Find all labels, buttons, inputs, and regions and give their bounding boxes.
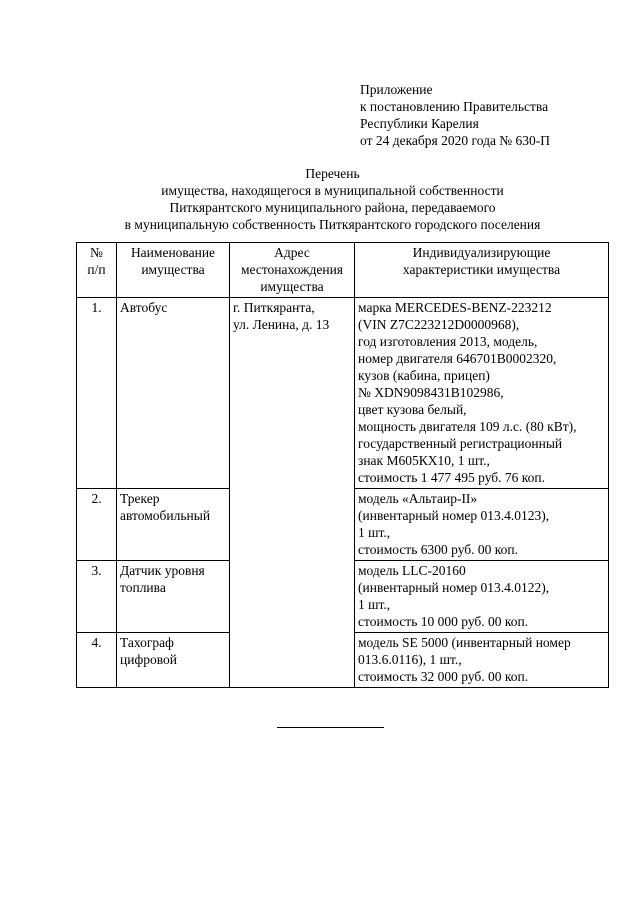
row-number: 1. <box>77 298 117 489</box>
appendix-block <box>360 81 620 149</box>
heading-line: имущества, находящегося в муниципальной собственности <box>161 183 504 198</box>
heading-line: Питкярантского муниципального района, передаваемого <box>169 200 496 215</box>
property-table <box>76 242 609 688</box>
header-characteristics: Индивидуализирующие характеристики имущества <box>355 243 609 298</box>
row-name: Автобус <box>117 298 230 489</box>
row-characteristics: модель «Альтаир-II» (инвентарный номер 013.4.0123), 1 шт., стоимость 6300 руб. 00 коп. <box>355 489 609 561</box>
row-characteristics: модель SE 5000 (инвентарный номер 013.6.0116), 1 шт., стоимость 32 000 руб. 00 коп. <box>355 633 609 688</box>
row-name: Тахограф цифровой <box>117 633 230 688</box>
header-address: Адрес местонахождения имущества <box>230 243 355 298</box>
heading-line: в муниципальную собственность Питкярантского городского поселения <box>124 217 541 232</box>
appendix-line: Республики Карелия <box>360 116 479 131</box>
row-name: Трекер автомобильный <box>117 489 230 561</box>
row-number: 4. <box>77 633 117 688</box>
appendix-line: к постановлению Правительства <box>360 99 549 114</box>
row-number: 2. <box>77 489 117 561</box>
row-characteristics: модель LLC-20160 (инвентарный номер 013.4.0122), 1 шт., стоимость 10 000 руб. 00 коп. <box>355 561 609 633</box>
appendix-line: Приложение <box>360 82 433 97</box>
row-name: Датчик уровня топлива <box>117 561 230 633</box>
separator-line <box>277 727 384 728</box>
row-number: 3. <box>77 561 117 633</box>
header-number: № п/п <box>77 243 117 298</box>
document-heading <box>60 165 605 233</box>
table-header-row <box>77 243 609 298</box>
address-cell: г. Питкяранта, ул. Ленина, д. 13 <box>230 298 355 688</box>
heading-title: Перечень <box>305 166 360 181</box>
row-characteristics: марка MERCEDES-BENZ-223212 (VIN Z7C223212D0000968), год изготовления 2013, модель, номер двигателя 646701B0002320, кузов (кабина, прицеп) № XDN9098431B102986, цвет кузова белый, мощность двигателя 109 л.с. (80 кВт), государственный регистрационный знак М605КХ10, 1 шт., стоимость 1 477 495 руб. 76 коп. <box>355 298 609 489</box>
header-name: Наименование имущества <box>117 243 230 298</box>
table-row <box>77 298 609 489</box>
appendix-line: от 24 декабря 2020 года № 630-П <box>360 133 551 148</box>
